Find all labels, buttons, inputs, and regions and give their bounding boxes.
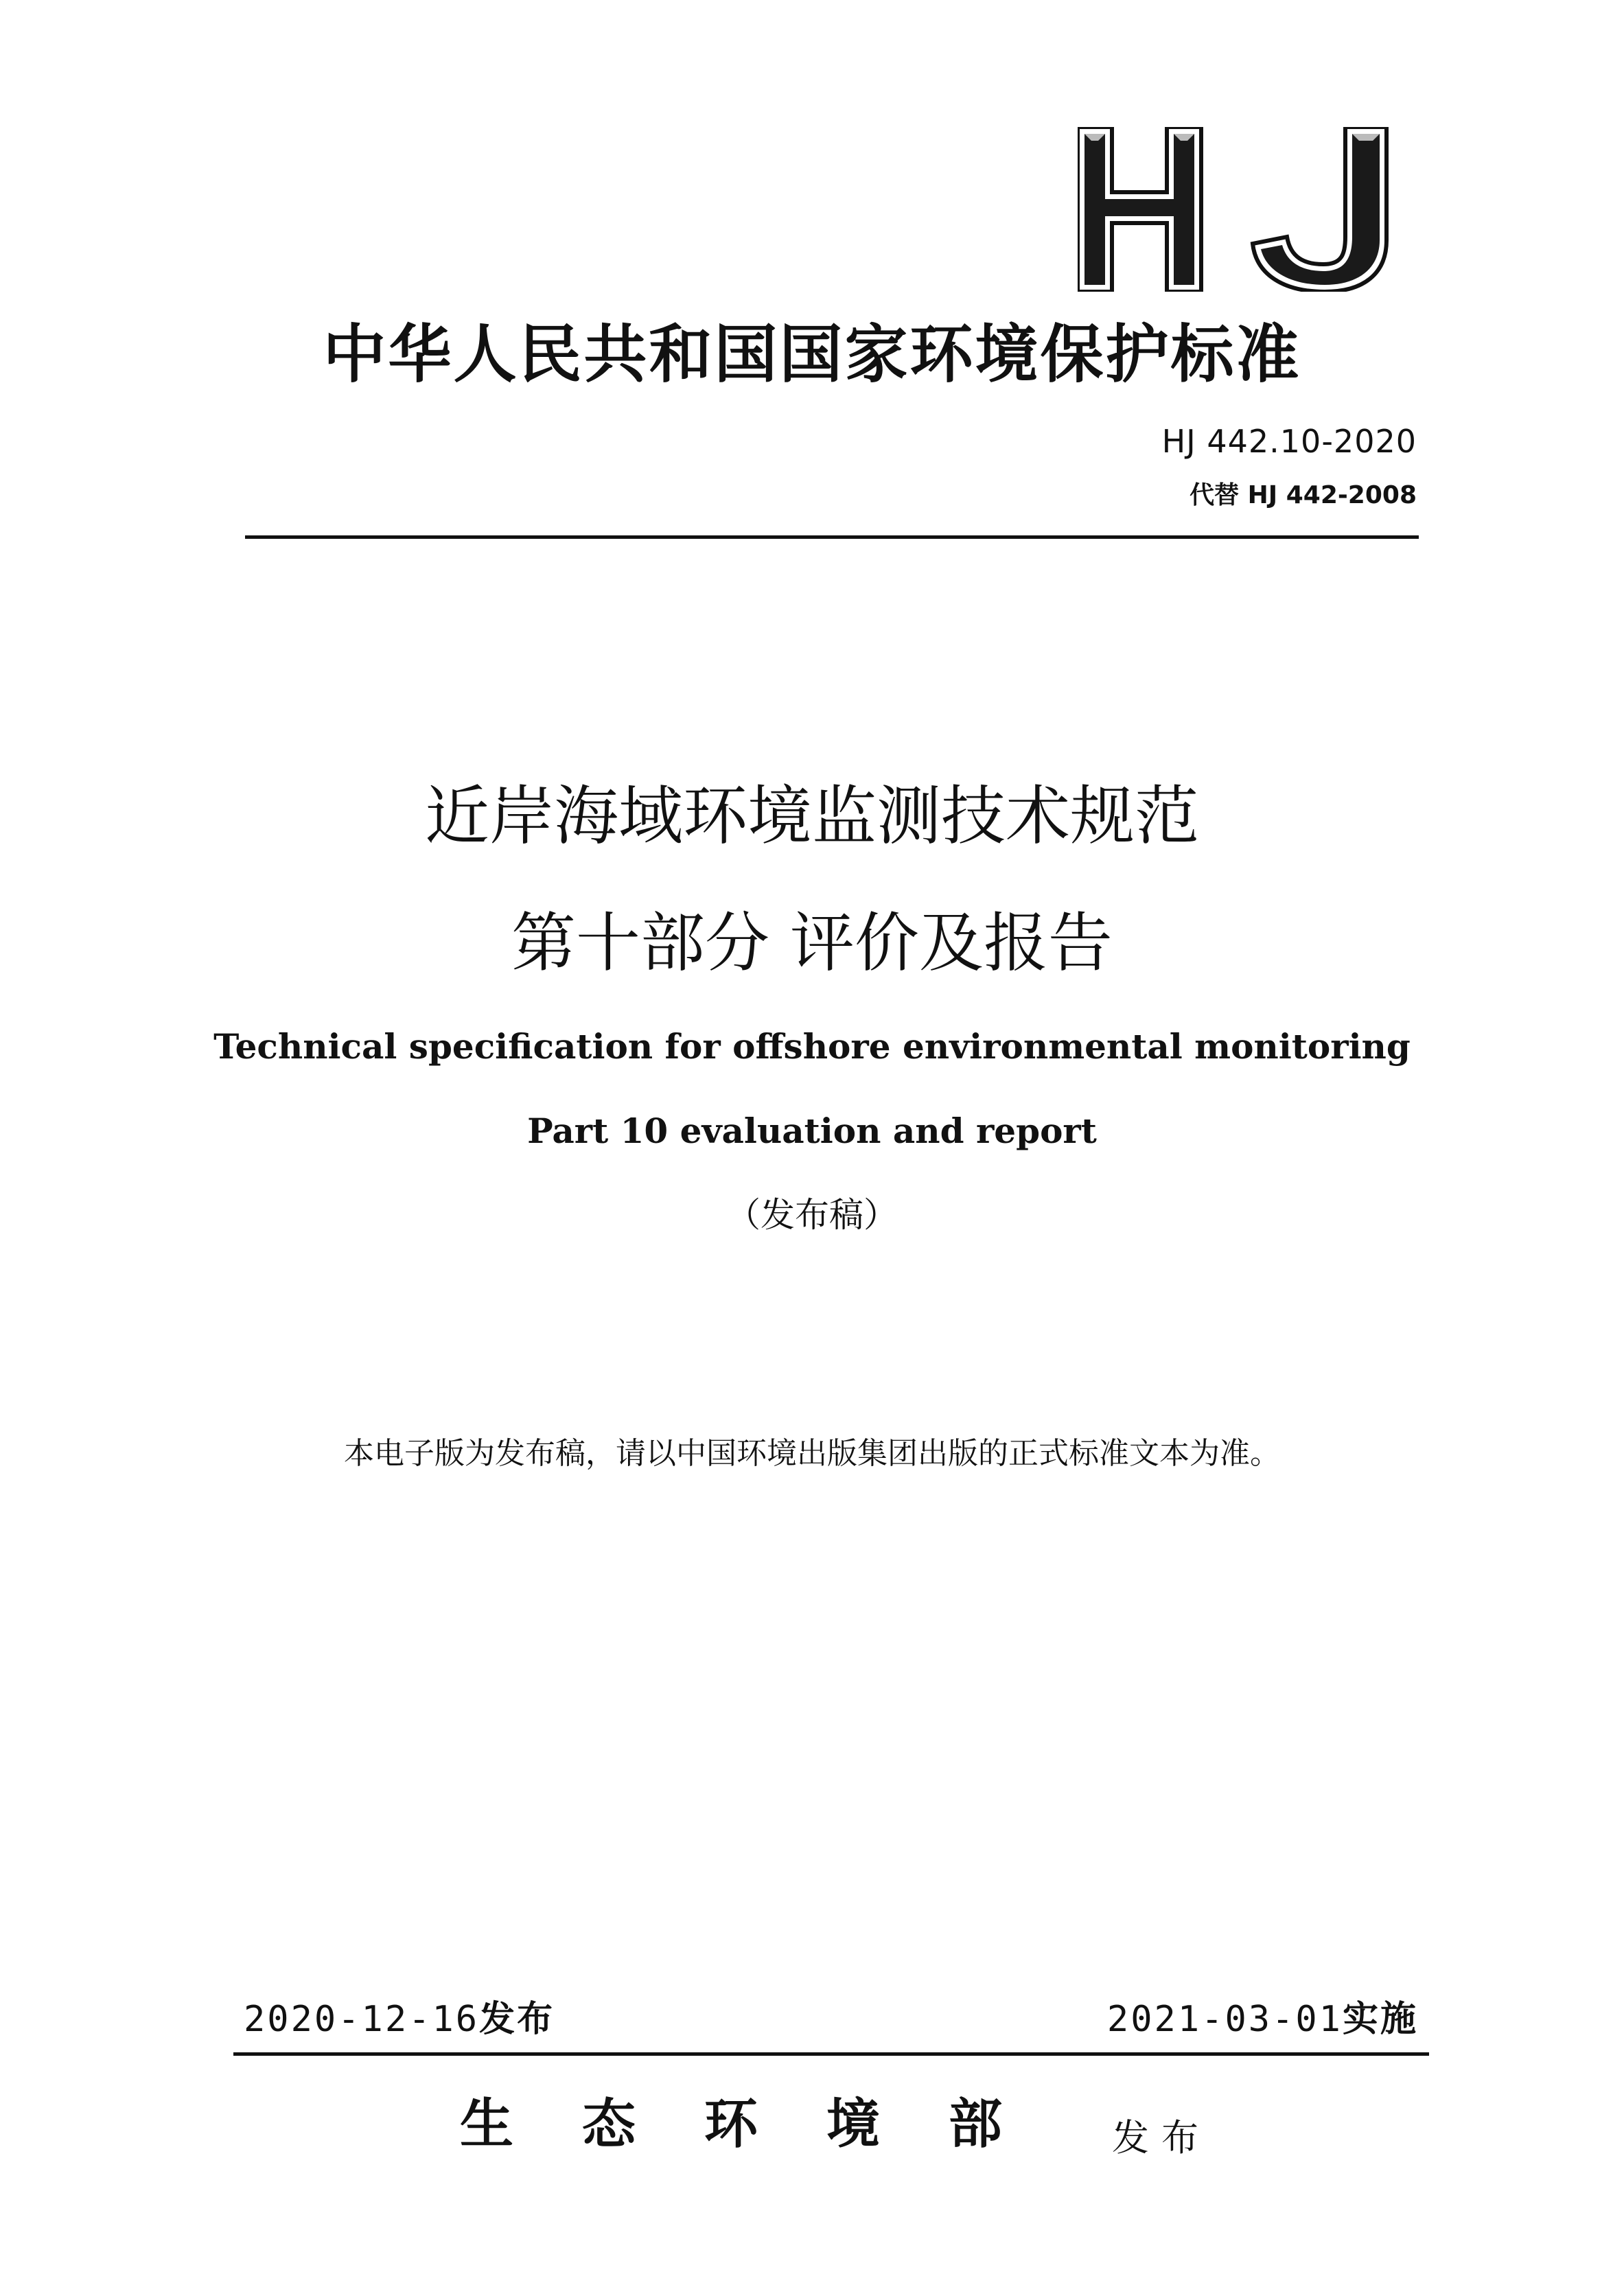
title-en-line2: Part 10 evaluation and report [527,1111,1097,1151]
title-en-line1: Technical specification for offshore environmental monitoring [213,1026,1411,1067]
issuer-name: 生态环境部 [460,2093,1071,2155]
bottom-divider [233,2052,1429,2056]
top-divider [245,535,1419,539]
issue-date-line [244,1997,555,2041]
edition-notice: 本电子版为发布稿，请以中国环境出版集团出版的正式标准文本为准。 [344,1436,1280,1471]
standard-category: 中华人民共和国国家环境保护标准 [323,318,1301,391]
title-cn-line1: 近岸海域环境监测技术规范 [424,779,1199,854]
draft-label: （发布稿） [726,1195,898,1235]
hj-logo [1078,127,1400,292]
implementation-suffix: 实施 [1342,1999,1418,2040]
issue-date: 2020-12-16 [244,1999,480,2040]
standard-number: HJ 442.10-2020 [1161,423,1417,460]
issuer-suffix: 发布 [1112,2116,1211,2159]
implementation-date: 2021-03-01 [1106,1999,1343,2040]
title-cn-line2: 第十部分 评价及报告 [511,906,1113,981]
replaces-standard: 代替 HJ 442-2008 [1190,481,1417,509]
issue-suffix: 发布 [479,1999,555,2040]
implementation-date-line [1107,1997,1418,2041]
